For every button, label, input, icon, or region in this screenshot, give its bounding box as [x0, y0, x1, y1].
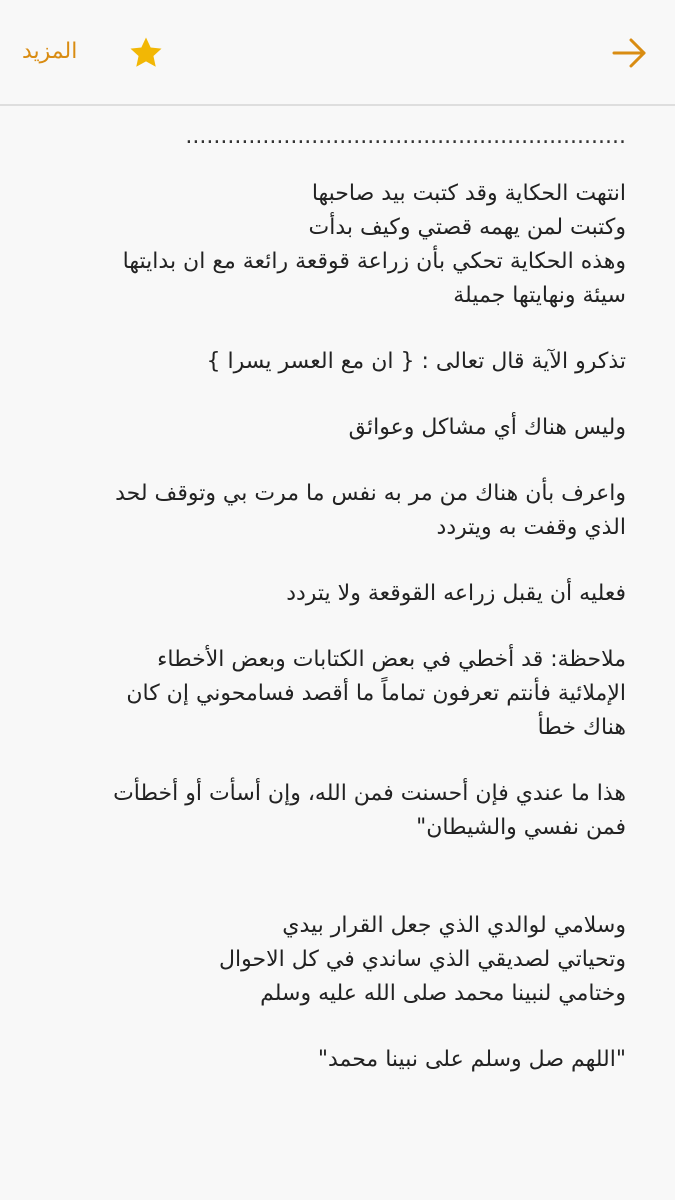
more-button[interactable]: المزيد: [22, 39, 78, 64]
note-line: سيئة ونهايتها جميلة: [453, 283, 626, 308]
note-line: وسلامي لوالدي الذي جعل القرار بيدي: [282, 913, 626, 938]
blank-line: [70, 845, 626, 877]
blank-line: [70, 379, 626, 411]
note-line: واعرف بأن هناك من مر به نفس ما مرت بي وتوقف لحد: [115, 481, 626, 506]
note-line: هذا ما عندي فإن أحسنت فمن الله، وإن أسأت أو أخطأت: [113, 781, 626, 806]
blank-line: [70, 745, 626, 777]
note-line: "اللهم صل وسلم على نبينا محمد": [317, 1047, 626, 1072]
note-line: ملاحظة: قد أخطي في بعض الكتابات وبعض الأخطاء: [157, 647, 626, 672]
blank-line: [70, 611, 626, 643]
note-line: وهذه الحكاية تحكي بأن زراعة قوقعة رائعة مع ان بدايتها: [122, 249, 626, 274]
arrow-forward-icon[interactable]: [610, 33, 650, 73]
note-content: [70, 125, 626, 1077]
note-line: فعليه أن يقبل زراعه القوقعة ولا يتردد: [286, 581, 626, 606]
star-icon[interactable]: [127, 34, 165, 72]
note-line: الإملائية فأنتم تعرفون تماماً ما أقصد فسامحوني إن كان: [126, 681, 626, 706]
note-line: وختامي لنبينا محمد صلى الله عليه وسلم: [260, 981, 626, 1006]
note-line: هناك خطأ: [537, 715, 626, 740]
note-line: وتحياتي لصديقي الذي ساندي في كل الاحوال: [219, 947, 626, 972]
dotted-separator: ...............................................................: [185, 125, 626, 149]
blank-line: [70, 877, 626, 909]
note-body: [70, 177, 626, 1077]
blank-line: [70, 1011, 626, 1043]
blank-line: [70, 445, 626, 477]
note-line: تذكرو الآية قال تعالى : { ان مع العسر يسرا }: [206, 349, 626, 374]
note-line: وكتبت لمن يهمه قصتي وكيف بدأت: [308, 215, 626, 240]
note-line: الذي وقفت به ويتردد: [436, 515, 626, 540]
note-line: فمن نفسي والشيطان": [416, 815, 626, 840]
note-line: انتهت الحكاية وقد كتبت بيد صاحبها: [311, 181, 626, 206]
top-app-bar: [0, 0, 675, 106]
blank-line: [70, 313, 626, 345]
note-line: وليس هناك أي مشاكل وعوائق: [348, 415, 626, 440]
blank-line: [70, 545, 626, 577]
